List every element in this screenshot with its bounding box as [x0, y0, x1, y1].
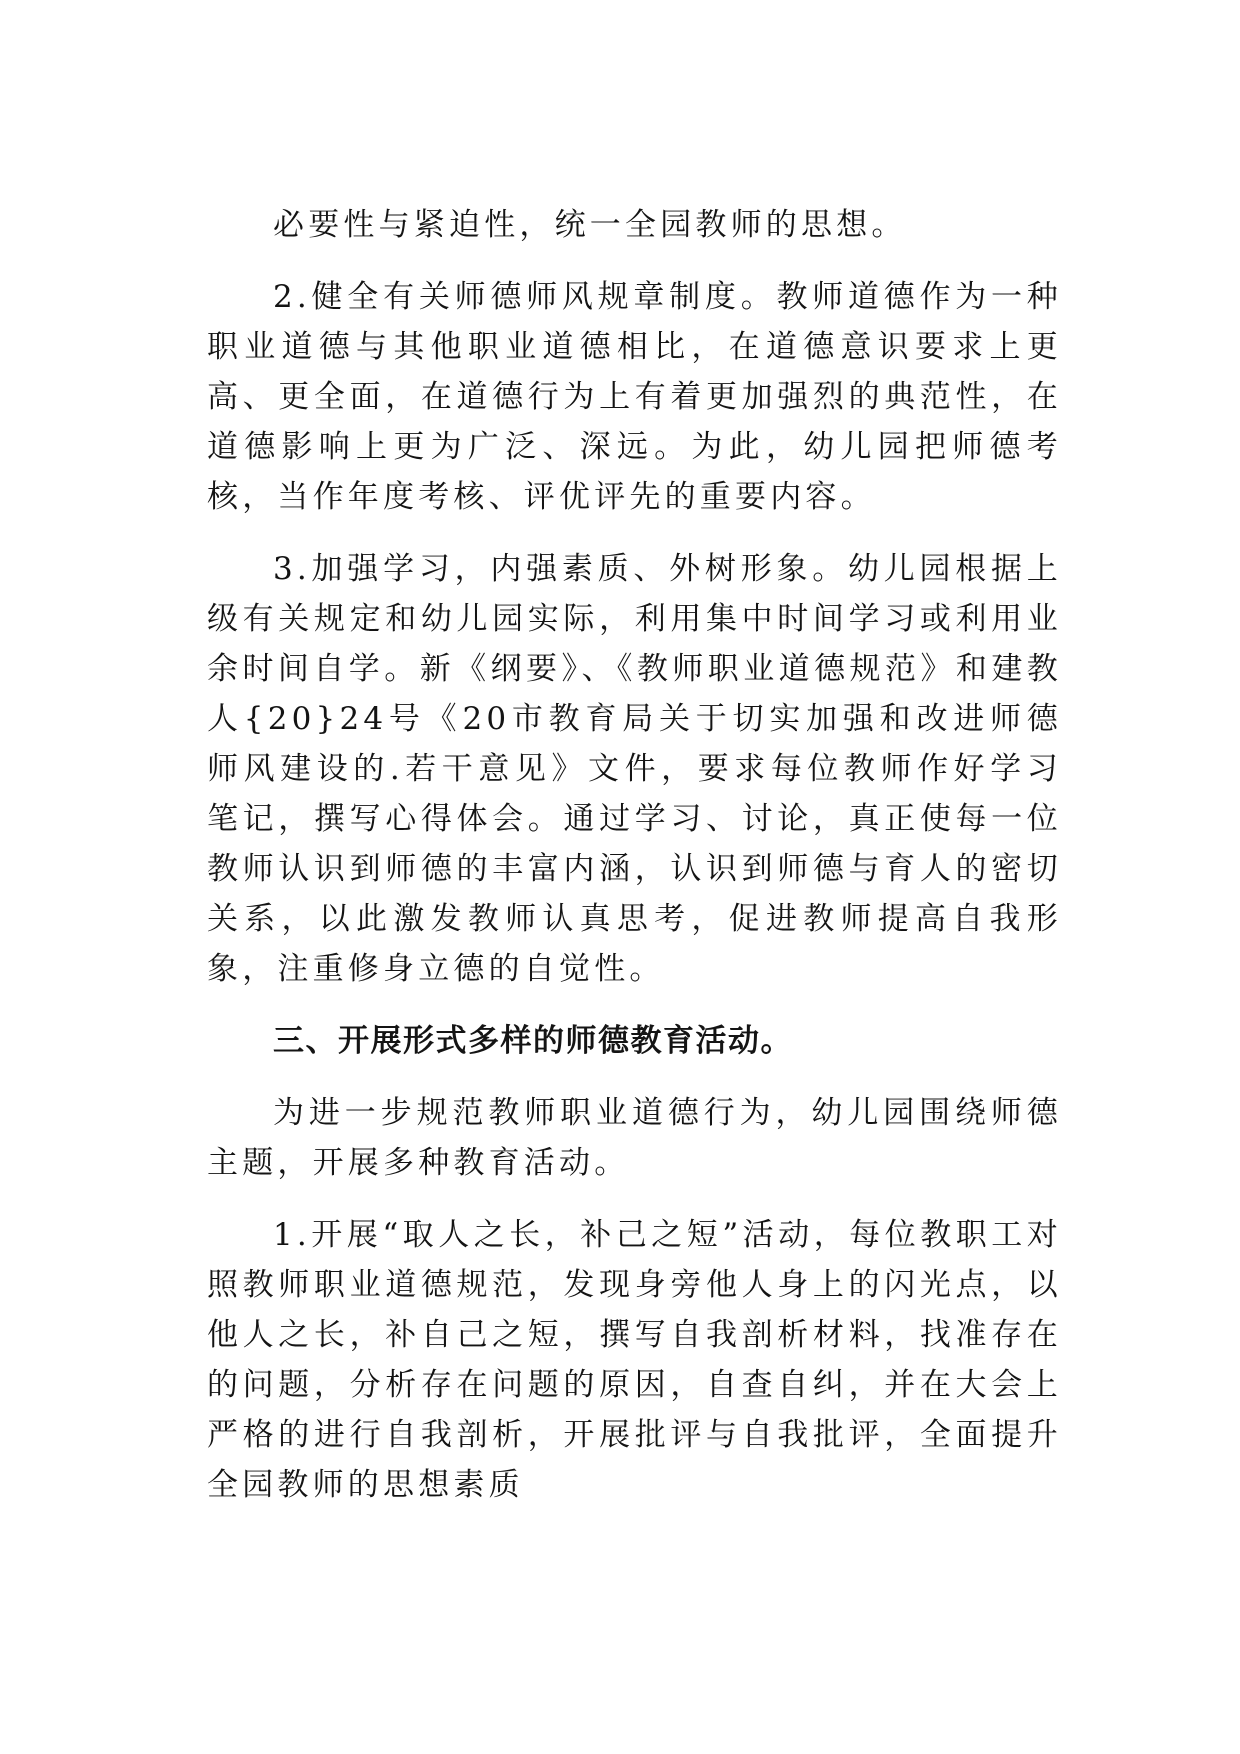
- document-body: [207, 200, 1062, 1532]
- paragraph-section-intro: 为进一步规范教师职业道德行为，幼儿园围绕师德主题，开展多种教育活动。: [207, 1095, 1062, 1181]
- section-heading-3: 三、开展形式多样的师德教育活动。: [273, 1023, 793, 1059]
- paragraph-activity-1: 1.开展“取人之长，补己之短”活动，每位教职工对照教师职业道德规范，发现身旁他人身上的闪光点，以他人之长，补自己之短，撰写自我剖析材料，找准存在的问题，分析存在问题的原因，自查自纠，并在大会上严格的进行自我剖析，开展批评与自我批评，全面提升全园教师的思想素质: [207, 1217, 1062, 1503]
- paragraph-continuation: 必要性与紧迫性，统一全园教师的思想。: [273, 207, 907, 243]
- paragraph-item-3: 3.加强学习，内强素质、外树形象。幼儿园根据上级有关规定和幼儿园实际，利用集中时间学习或利用业余时间自学。新《纲要》、《教师职业道德规范》和建教人{20}24号《20市教育局关于切实加强和改进师德师风建设的.若干意见》文件，要求每位教师作好学习笔记，撰写心得体会。通过学习、讨论，真正使每一位教师认识到师德的丰富内涵，认识到师德与育人的密切关系，以此激发教师认真思考，促进教师提高自我形象，注重修身立德的自觉性。: [207, 551, 1062, 987]
- paragraph-item-2: 2.健全有关师德师风规章制度。教师道德作为一种职业道德与其他职业道德相比，在道德意识要求上更高、更全面，在道德行为上有着更加强烈的典范性，在道德影响上更为广泛、深远。为此，幼儿园把师德考核，当作年度考核、评优评先的重要内容。: [207, 279, 1062, 515]
